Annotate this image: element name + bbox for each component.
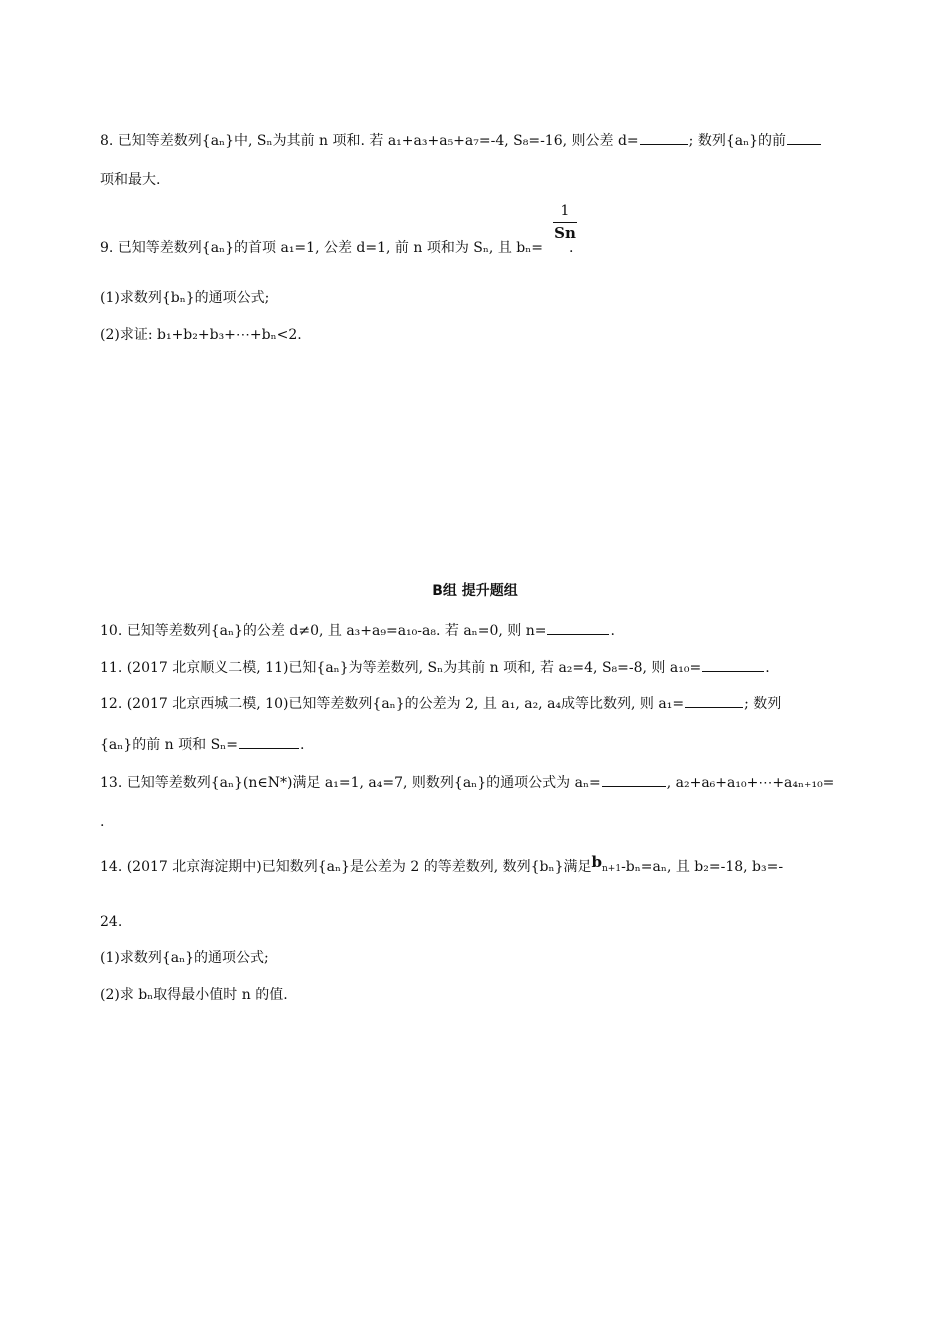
q14-part2: (2)求 bₙ取得最小值时 n 的值.: [100, 987, 288, 1003]
q13-blank-an[interactable]: [602, 772, 666, 787]
q9-part2: (2)求证: b₁+b₂+b₃+⋯+bₙ<2.: [100, 327, 302, 343]
q12-blank-sn[interactable]: [239, 734, 299, 749]
q12-stem-mid: ; 数列: [744, 696, 782, 712]
q14-stem: 14. (2017 北京海淀期中)已知数列{aₙ}是公差为 2 的等差数列, 数列{bₙ}满足: [100, 859, 592, 875]
q10-line: [100, 620, 615, 641]
q12-line2: [100, 734, 304, 755]
q13-line2: .: [100, 814, 105, 830]
q12-stem: 12. (2017 北京西城二模, 10)已知等差数列{aₙ}的公差为 2, 且 a₁, a₂, a₄成等比数列, 则 a₁=: [100, 696, 685, 712]
q9-stem: 9. 已知等差数列{aₙ}的首项 a₁=1, 公差 d=1, 前 n 项和为 Sₙ, 且 bₙ=: [100, 240, 544, 256]
q12-line1: [100, 693, 781, 714]
q12-suffix: .: [299, 737, 305, 753]
q8-line1: [100, 130, 822, 151]
section-b-title: B组 提升题组: [432, 583, 518, 599]
q13-line1: [100, 772, 834, 793]
q12-blank-a1[interactable]: [685, 693, 743, 708]
q14-b-symbol: b: [591, 853, 602, 871]
q9-part1: (1)求数列{bₙ}的通项公式;: [100, 290, 270, 306]
q9-fraction: [553, 202, 577, 243]
q11-blank[interactable]: [702, 657, 764, 672]
q11-stem: 11. (2017 北京顺义二模, 11)已知{aₙ}为等差数列, Sₙ为其前 n 项和, 若 a₂=4, S₈=-8, 则 a₁₀=: [100, 660, 702, 676]
q8-line2: 项和最大.: [100, 172, 161, 188]
q9-frac-denominator: Sn: [554, 224, 576, 242]
q11-line: [100, 657, 770, 678]
q12-stem-2: {aₙ}的前 n 项和 Sₙ=: [100, 737, 238, 753]
q8-stem-mid: ; 数列{aₙ}的前: [688, 133, 787, 149]
q9-stem-line: [100, 238, 574, 258]
q10-suffix: .: [610, 623, 615, 639]
q10-stem: 10. 已知等差数列{aₙ}的公差 d≠0, 且 a₃+a₉=a₁₀-a₈. 若 aₙ=0, 则 n=: [100, 623, 547, 639]
q10-blank[interactable]: [547, 620, 609, 635]
q13-stem-mid: , a₂+a₆+a₁₀+⋯+a₄ₙ₊₁₀=: [666, 775, 835, 791]
q14-line2: 24.: [100, 914, 123, 930]
q8-stem: 8. 已知等差数列{aₙ}中, Sₙ为其前 n 项和. 若 a₁+a₃+a₅+a₇=-4, S₈=-16, 则公差 d=: [100, 133, 639, 149]
q13-stem: 13. 已知等差数列{aₙ}(n∈N*)满足 a₁=1, a₄=7, 则数列{aₙ}的通项公式为 aₙ=: [100, 775, 601, 791]
q8-blank-n[interactable]: [787, 130, 821, 145]
q9-stem-suffix: .: [569, 240, 574, 256]
q14-stem-suffix: -bₙ=aₙ, 且 b₂=-18, b₃=-: [621, 859, 784, 875]
q11-suffix: .: [765, 660, 770, 676]
q14-line1: [100, 852, 783, 879]
q9-frac-numerator: 1: [560, 203, 570, 219]
q14-b-sub: n+1: [601, 864, 622, 874]
q14-part1: (1)求数列{aₙ}的通项公式;: [100, 950, 269, 966]
q8-blank-d[interactable]: [640, 130, 688, 145]
